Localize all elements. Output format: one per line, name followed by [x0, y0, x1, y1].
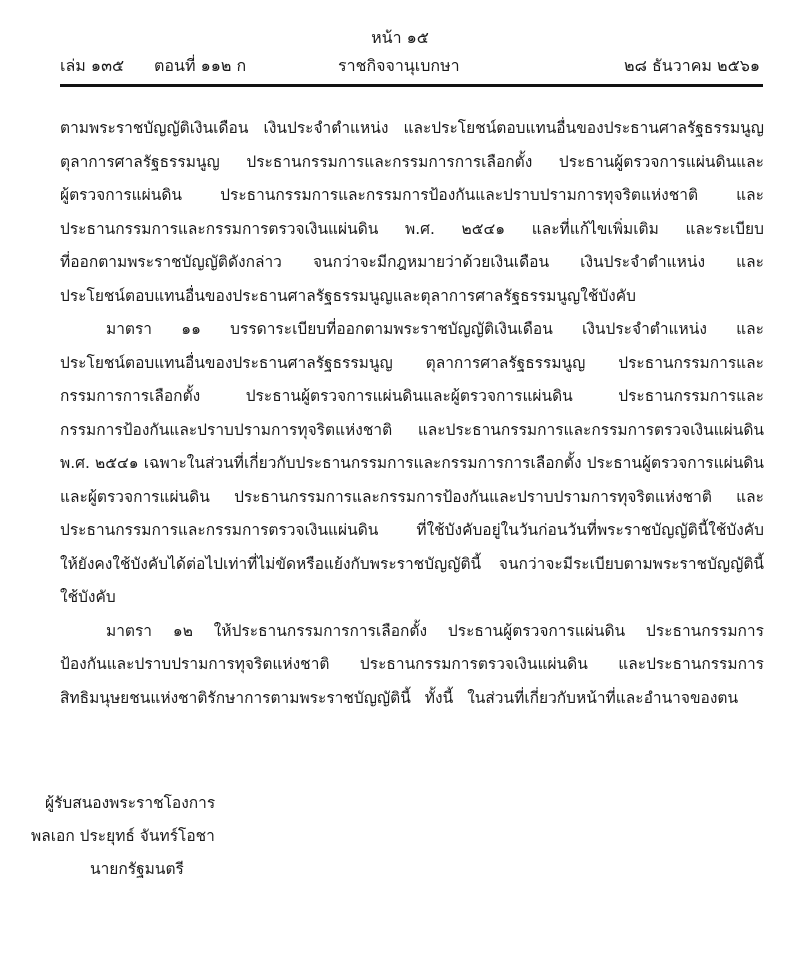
text-line: [60, 380, 764, 414]
text-segment: ให้ประธานกรรมการการเลือกตั้ง: [213, 621, 428, 640]
gazette-date: ๒๘ ธันวาคม ๒๕๖๑: [624, 56, 760, 75]
text-segment: ประโยชน์ตอบแทนอื่นของประธานศาลรัฐธรรมนูญ: [60, 353, 393, 372]
text-segment: ผู้ตรวจการแผ่นดิน: [60, 186, 183, 204]
text-segment: ประธานผู้ตรวจการแผ่นดินและผู้ตรวจการแผ่นดิน: [245, 387, 573, 405]
text-segment: มาตรา: [106, 320, 153, 338]
text-segment: ป้องกันและปราบปรามการทุจริตแห่งชาติ: [60, 655, 330, 673]
text-segment: พ.ศ.: [60, 454, 90, 472]
gazette-header: [60, 54, 760, 80]
text-segment: ประธานกรรมการและ: [618, 387, 764, 405]
countersign-label: ผู้รับสนองพระราชโองการ: [45, 794, 216, 812]
gazette-name: ราชกิจจานุเบกษา: [338, 56, 460, 75]
text-line: [60, 548, 764, 582]
text-segment: และระเบียบ: [685, 219, 764, 238]
text-line: [60, 146, 764, 180]
text-segment: ประธานผู้ตรวจการแผ่นดิน: [586, 454, 764, 472]
text-segment: เฉพาะในส่วนที่เกี่ยวกับประธานกรรมการและกรรมการการเลือกตั้ง: [143, 454, 582, 472]
text-segment: และ: [736, 487, 764, 506]
text-segment: ประธานกรรมการ: [646, 621, 764, 640]
text-segment: และผู้ตรวจการแผ่นดิน: [60, 487, 210, 506]
text-segment: จนกว่าจะมีกฎหมายว่าด้วยเงินเดือน: [312, 253, 550, 271]
text-segment: เงินประจำตำแหน่ง: [582, 320, 707, 338]
text-segment: ประธานกรรมการและกรรมการตรวจเงินแผ่นดิน: [60, 521, 379, 539]
text-segment: ประธานกรรมการและกรรมการตรวจเงินแผ่นดิน: [60, 219, 379, 238]
text-segment: ประธานกรรมการและกรรมการการเลือกตั้ง: [246, 152, 533, 171]
page-number: หน้า ๑๕: [371, 28, 429, 47]
text-line: [60, 648, 764, 682]
text-line: [60, 280, 764, 314]
text-segment: เงินประจำตำแหน่ง: [580, 253, 706, 271]
text-segment: มาตรา: [106, 621, 153, 640]
volume-label: เล่ม ๑๓๕: [60, 56, 125, 75]
text-segment: ให้ยังคงใช้บังคับได้ต่อไปเท่าที่ไม่ขัดหรือแย้งกับพระราชบัญญัตินี้: [60, 554, 482, 573]
document-body: [60, 112, 764, 715]
text-line: [60, 682, 764, 716]
text-line: [60, 313, 764, 347]
text-segment: และ: [736, 320, 764, 338]
text-line: [60, 414, 764, 448]
text-segment: กรรมการการเลือกตั้ง: [60, 387, 201, 405]
text-segment: จนกว่าจะมีระเบียบตามพระราชบัญญัตินี้: [498, 554, 764, 573]
text-segment: เงินประจำตำแหน่ง: [263, 119, 389, 137]
text-line: [60, 615, 764, 649]
text-line: [60, 447, 764, 481]
text-segment: และที่แก้ไขเพิ่มเติม: [531, 219, 659, 238]
text-line: [60, 581, 764, 615]
text-line: [60, 112, 764, 146]
text-segment: ประโยชน์ตอบแทนอื่นของประธานศาลรัฐธรรมนูญและตุลาการศาลรัฐธรรมนูญใช้บังคับ: [60, 286, 636, 305]
text-segment: ประธานผู้ตรวจการแผ่นดินและ: [558, 152, 764, 171]
text-segment: ๒๕๔๑: [461, 219, 506, 238]
text-segment: และ: [736, 253, 764, 271]
text-line: [60, 246, 764, 280]
text-segment: และ: [736, 186, 764, 204]
text-segment: ประธานกรรมการและ: [618, 353, 764, 372]
issue-label: ตอนที่ ๑๑๒ ก: [154, 56, 247, 75]
header-rule: [60, 84, 763, 87]
text-segment: บรรดาระเบียบที่ออกตามพระราชบัญญัติเงินเดือน: [230, 320, 553, 338]
signatory-title: นายกรัฐมนตรี: [90, 860, 184, 878]
text-segment: ตามพระราชบัญญัติเงินเดือน: [60, 119, 249, 137]
text-segment: ประธานกรรมการและกรรมการป้องกันและปราบปรามการทุจริตแห่งชาติ: [220, 186, 699, 204]
text-segment: และประธานกรรมการและกรรมการตรวจเงินแผ่นดิน: [417, 420, 764, 439]
text-line: [60, 213, 764, 247]
signatory-name: พลเอก ประยุทธ์ จันทร์โอชา: [31, 827, 215, 845]
text-segment: ประธานกรรมการและกรรมการป้องกันและปราบปรามการทุจริตแห่งชาติ: [234, 487, 712, 506]
text-segment: ๒๕๔๑: [95, 454, 139, 472]
text-segment: สิทธิมนุษยชนแห่งชาติรักษาการตามพระราชบัญญัตินี้: [60, 688, 411, 707]
text-segment: ใช้บังคับ: [60, 588, 116, 606]
text-segment: ๑๑: [181, 320, 201, 338]
text-line: [60, 179, 764, 213]
text-segment: ในส่วนที่เกี่ยวกับหน้าที่และอำนาจของตน: [467, 688, 739, 707]
text-line: [60, 514, 764, 548]
text-line: [60, 347, 764, 381]
text-segment: ประธานผู้ตรวจการแผ่นดิน: [447, 621, 626, 640]
text-segment: ที่ใช้บังคับอยู่ในวันก่อนวันที่พระราชบัญญัตินี้ใช้บังคับ: [416, 521, 764, 539]
text-segment: ประธานกรรมการตรวจเงินแผ่นดิน: [359, 655, 588, 673]
text-line: [60, 481, 764, 515]
text-segment: ตุลาการศาลรัฐธรรมนูญ: [60, 152, 220, 171]
text-segment: พ.ศ.: [405, 219, 435, 238]
text-segment: ที่ออกตามพระราชบัญญัติดังกล่าว: [60, 253, 282, 271]
text-segment: ตุลาการศาลรัฐธรรมนูญ: [425, 353, 586, 372]
text-segment: และประโยชน์ตอบแทนอื่นของประธานศาลรัฐธรรมนูญ: [403, 119, 764, 137]
text-segment: กรรมการป้องกันและปราบปรามการทุจริตแห่งชาติ: [60, 420, 393, 439]
text-segment: และประธานกรรมการ: [618, 655, 764, 673]
text-segment: ทั้งนี้: [424, 688, 454, 707]
text-segment: ๑๒: [172, 621, 193, 640]
